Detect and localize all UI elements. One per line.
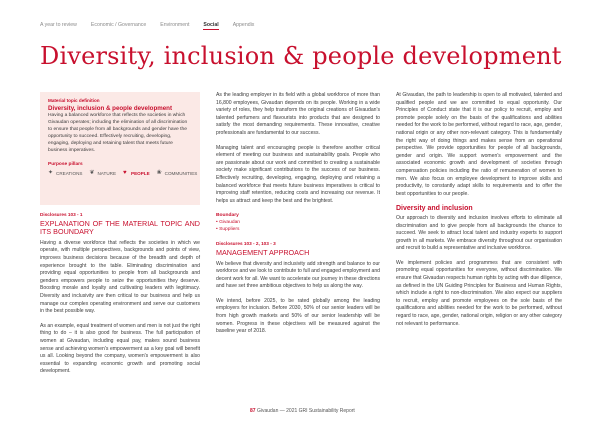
nav-item-appendix[interactable]: Appendix: [232, 22, 255, 28]
pillar-people: [123, 170, 150, 176]
pillar-creations: [48, 170, 82, 176]
purpose-pillars-label: Purpose pillars: [48, 162, 83, 168]
page-footer: [250, 408, 355, 414]
paragraph: We implement policies and programmes that are consistent with promoting equal opportunities for everyone, without discrimination. We ensure that Givaudan respects human rights by acting with due diligence, as defined in the UN Guiding Principles for Business and Human Rights, which include a right to non-discrimination. We also expect our suppliers to recruit, employ and promote employees on the sole basis of the qualifications and abilities needed for the work to be performed, without regard to race, age, gender, national origin, religion or any other category not relevant to performance.: [396, 259, 562, 327]
communities-icon: ❀: [156, 170, 162, 177]
paragraph: As an example, equal treatment of women and men is not just the right thing to do – it is also good for business. The full participation of women at Givaudan, including equal pay, makes sound business sense and achieving women's empowerment as a key goal will benefit us all. Looking beyond the company, women's empowerment is also essential to expanding economic growth and promoting social development.: [40, 322, 200, 375]
top-navigation: [40, 22, 254, 30]
boundary-list: [216, 212, 380, 233]
material-topic-definition-box: [40, 92, 200, 205]
definition-label: Material topic definition: [48, 98, 100, 103]
column-3: [396, 92, 562, 335]
pillar-label: COMMUNITIES: [164, 170, 198, 176]
paragraph: Our approach to diversity and inclusion involves efforts to eliminate all discrimination and to give people from all backgrounds the chance to succeed. We seek to attract local talent and industry experts to support growth in all markets. We embrace diversity throughout our organisation and recruit to build a representative and inclusive workforce.: [396, 214, 562, 252]
paragraph: We believe that diversity and inclusivity add strength and balance to our workforce and we look to contribute to full and engaged employment and decent work for all. We want to accelerate our journey in these directions and have set three ambitious objectives to help us along the way.: [216, 260, 380, 290]
pillar-label: NATURE: [97, 170, 117, 176]
boundary-item: • Givaudan: [216, 220, 241, 226]
paragraph: Having a diverse workforce that reflects the societies in which we operate, with multiple perspectives, backgrounds and points of view, improves business decisions because of the breadth and depth of experience brought to the table. Eliminating discrimination and providing equal opportunities to people from all backgrounds and genders empowers people to seize the opportunities they deserve. Boosting morale and loyalty and cultivating leaders with legitimacy. Diversity and inclusivity are then critical to our business and help us manage our complex operating environment and serve our customers in the best possible way.: [40, 239, 200, 315]
definition-heading: Diversity, inclusion & people development: [48, 105, 173, 112]
people-icon: ♥: [123, 170, 127, 177]
section-heading-management-approach: MANAGEMENT APPROACH: [216, 247, 310, 257]
nav-item-year-review[interactable]: A year to review: [40, 22, 77, 28]
paragraph: As the leading employer in its field with a global workforce of more than 16,800 employees, Givaudan depends on its people. Working in a wide variety of roles, they help transform the original creations of Givaudan's talented perfumers and flavourists into products that are designed to satisfy the most demanding requirements. These innovative, creative professionals are fundamental to our success.: [216, 92, 380, 136]
paragraph: At Givaudan, the path to leadership is open to all motivated, talented and qualified people and we are committed to equal opportunity. Our Principles of Conduct state that it is our policy to recruit, employ and promote people solely on the basis of the qualifications and abilities needed for the work to be performed, without regard to race, age, gender, national origin or any other non-relevant category. This is fundamentally the right way of doing things and makes sense from an operational perspective. We provide opportunities for people of all backgrounds, gender and origin. We support women's empowerment and the associated economic growth and development of societies through compensation policies including the ratio of remuneration of women to men. We also focus on employee development to improve skills and productivity, to constantly adapt skills to requirements and to offer the best opportunities to our people.: [396, 92, 562, 197]
column-1: [40, 211, 200, 383]
column-2: [216, 92, 380, 343]
section-heading-explanation: EXPLANATION OF THE MATERIAL TOPIC AND ITS BOUNDARY: [40, 218, 200, 237]
purpose-pillars: [48, 170, 198, 177]
paragraph: We intend, before 2025, to be rated globally among the leading employers for inclusion. Before 2030, 50% of our senior leaders will be from high growth markets and 50% of our senior leadership will be women. Progress in these objectives will be measured against the baseline year of 2018.: [216, 297, 380, 335]
nature-icon: ❦: [89, 170, 95, 177]
boundary-label: Boundary: [216, 213, 239, 219]
nav-item-environment[interactable]: Environment: [160, 22, 190, 28]
page-title: Diversity, inclusion & people development: [40, 42, 562, 70]
nav-item-social[interactable]: Social: [203, 22, 219, 28]
page-number: 87: [250, 408, 256, 414]
disclosure-label: Disclosures 103 - 1: [40, 212, 83, 217]
boundary-item: • Suppliers: [216, 227, 240, 233]
disclosure-label: Disclosures 103 - 2, 103 - 3: [216, 241, 276, 247]
pillar-communities: [157, 170, 198, 176]
creations-icon: ✦: [48, 170, 54, 177]
nav-item-economic-governance[interactable]: Economic / Governance: [90, 22, 147, 28]
footer-text: Givaudan — 2021 GRI Sustainability Report: [256, 408, 355, 414]
section-heading-diversity-inclusion: Diversity and inclusion: [396, 205, 473, 213]
definition-body: Having a balanced workforce that reflects the societies in which Givaudan operates; including the elimination of all discrimination to ensure that people from all backgrounds and gender have the opportunity to succeed. Effectively recruiting, developing, engaging, deploying and retaining talent that meets future business imperatives.: [48, 113, 188, 153]
pillar-label: PEOPLE: [131, 170, 150, 176]
pillar-label: CREATIONS: [56, 170, 83, 176]
paragraph: Managing talent and encouraging people is therefore another critical element of meeting our business and sustainability goals. People who are passionate about our work and committed to creating a sustainable society make significant contributions to the success of our business. Effectively recruiting, developing, engaging, deploying and retaining a balanced workforce that meets future business imperatives is critical to improving staff retention, reducing costs and increasing our revenue. It helps us attract and keep the best and the brightest.: [216, 144, 380, 204]
pillar-nature: [89, 170, 116, 176]
